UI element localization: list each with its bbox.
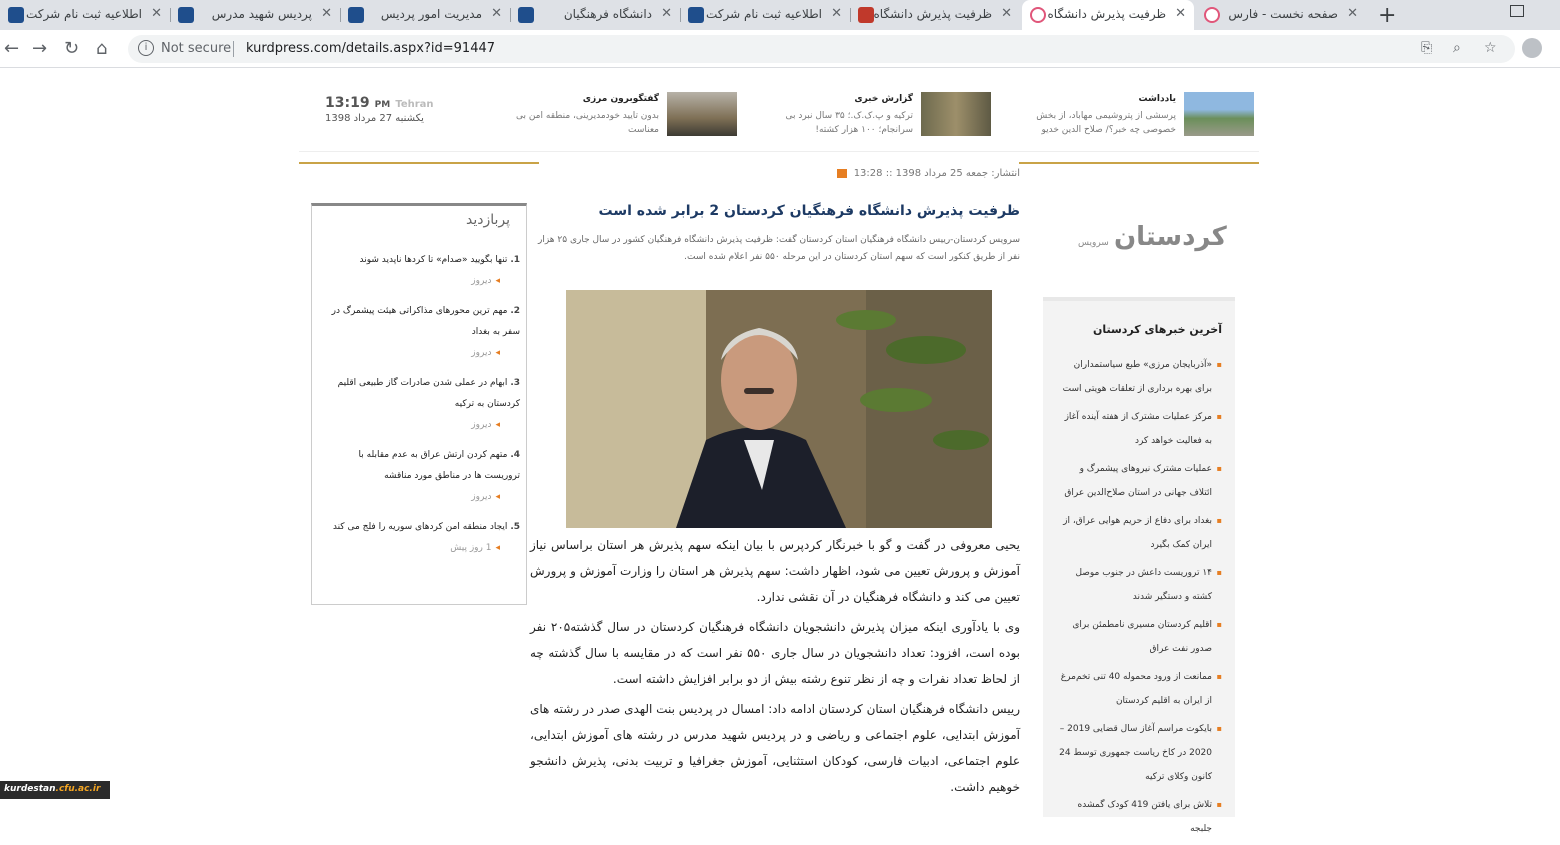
latest-news-item[interactable]: ▪ مرکز عملیات مشترک از هفته آینده آغاز به فعالیت خواهد کرد: [1057, 405, 1222, 453]
article-photo: [566, 290, 992, 528]
brand-name: کردستان: [1113, 222, 1227, 252]
browser-tab[interactable]: [1196, 0, 1366, 30]
arrow-icon: ◂: [495, 492, 500, 502]
clock-ampm: PM: [374, 100, 391, 110]
latest-news-item[interactable]: ▪ بایکوت مراسم آغاز سال قضایی 2019 – 2020 در کاخ ریاست جمهوری توسط 24 کانون وکلای ترکیه: [1057, 717, 1222, 789]
watermark: [0, 781, 110, 799]
browser-toolbar: [0, 30, 1560, 68]
latest-news-item[interactable]: ▪ بغداد برای دفاع از حریم هوایی عراق، از ایران کمک بگیرد: [1057, 509, 1222, 557]
close-icon[interactable]: ✕: [151, 6, 162, 21]
portrait-image: [566, 290, 992, 528]
new-tab-button[interactable]: +: [1378, 3, 1397, 28]
close-icon[interactable]: ✕: [321, 6, 332, 21]
article-paragraph: یحیی معروفی در گفت و گو با خبرنگار کردپرس با بیان اینکه سهم پذیرش هر استان براساس نیاز آموزش و پرورش تعیین می شود، اظهار داشت: سهم پذیرش هر استان را وزارت آموزش و پرورش تعیین می کند و دانشگاه فرهنگیان در آن نقشی ندارد.: [530, 538, 1020, 604]
popular-item-time: دیروز: [471, 492, 492, 502]
popular-item-number: 2.: [510, 306, 520, 316]
popular-item[interactable]: [324, 250, 520, 292]
back-arrow-icon[interactable]: ←: [4, 38, 20, 59]
zoom-icon[interactable]: ⌕: [1453, 40, 1461, 56]
popular-item-text[interactable]: متهم کردن ارتش عراق به عدم مقابله با تروریست ها در مناطق مورد مناقشه: [358, 450, 520, 481]
latest-news-item[interactable]: ▪ «آذربایجان مرزی» طبع سیاستمداران برای بهره برداری از تعلقات هویتی است: [1057, 353, 1222, 401]
popular-panel: [311, 203, 527, 605]
browser-tab-bar: [0, 0, 1560, 30]
kurdpress-icon: [858, 7, 874, 23]
latest-news-title: آخرین خبرهای کردستان: [1092, 323, 1222, 336]
popular-item-text[interactable]: مهم ترین محورهای مذاکراتی هیئت پیشمرگ در سفر به بغداد: [331, 306, 520, 337]
popular-item-text[interactable]: ایجاد منطقه امن کردهای سوریه را فلج می کند: [332, 522, 508, 532]
popular-item-number: 4.: [510, 450, 520, 460]
publish-time: 13:28: [853, 168, 883, 179]
tab-label: ظرفیت پذیرش دانشگاه: [873, 7, 992, 21]
tab-label: مدیریت امور پردیس: [380, 7, 482, 21]
popular-item-time: دیروز: [471, 276, 492, 286]
tab-label: اطلاعیه ثبت نام شرکت: [25, 7, 142, 21]
print-icon[interactable]: [837, 169, 847, 178]
popular-item[interactable]: [324, 445, 520, 508]
feature-thumbnail[interactable]: [667, 92, 737, 136]
browser-tab[interactable]: [680, 0, 850, 30]
header-feature-item[interactable]: [781, 92, 991, 138]
university-logo-icon: [688, 7, 704, 23]
watermark-site: kurdestan: [4, 784, 56, 794]
close-icon[interactable]: ✕: [1175, 6, 1186, 21]
popular-item[interactable]: [324, 301, 520, 364]
not-secure-label[interactable]: Not secure: [161, 41, 232, 56]
header-feature-item[interactable]: [1026, 92, 1254, 138]
header-feature-item[interactable]: [504, 92, 737, 138]
popular-title: پربازدید: [465, 212, 510, 228]
feature-desc[interactable]: پرسشی از پتروشیمی مهاباد، از بخش خصوصی چه خبر؟/ صلاح الدین خدیو: [1036, 111, 1176, 135]
popular-item[interactable]: [324, 517, 520, 559]
article: [530, 166, 1020, 800]
university-logo-icon: [348, 7, 364, 23]
publish-date: انتشار: جمعه 25 مرداد 1398: [895, 168, 1020, 179]
globe-icon: [1204, 7, 1220, 23]
close-icon[interactable]: ✕: [831, 6, 842, 21]
info-icon[interactable]: i: [138, 40, 154, 56]
feature-desc[interactable]: بدون تایید خودمدیرینی، منطقه امن بی معناست: [515, 111, 659, 135]
latest-news-list: [1057, 353, 1222, 845]
popular-item-text[interactable]: ابهام در عملی شدن صادرات گاز طبیعی اقلیم کردستان به ترکیه: [337, 378, 520, 409]
home-icon[interactable]: ⌂: [96, 38, 108, 59]
clock-city: Tehran: [395, 99, 434, 110]
latest-news-item[interactable]: ▪ عملیات مشترک نیروهای پیشمرگ و ائتلاف جهانی در استان صلاح‌الدین عراق: [1057, 457, 1222, 505]
popular-item-time: دیروز: [471, 420, 492, 430]
browser-tab-active[interactable]: [1022, 0, 1194, 30]
clock-time: 13:19: [325, 95, 370, 111]
globe-icon: [1030, 7, 1046, 23]
close-icon[interactable]: ✕: [1347, 6, 1358, 21]
article-paragraph: وی با یادآوری اینکه میزان پذیرش دانشجویان دانشگاه فرهنگیان کردستان در سال گذشته۲۰۵ نفر بوده است، افزود: تعداد دانشجویان در سال جاری ۵۵۰ نفر است که در مقایسه با سال گذشته چه از لحاظ تعداد نفرات و چه از نظر تنوع رشته بیش از دو برابر افزایش داشته است.: [530, 620, 1020, 686]
university-logo-icon: [8, 7, 24, 23]
clock-widget: [325, 92, 434, 124]
popular-item-time: دیروز: [471, 348, 492, 358]
university-logo-icon: [518, 7, 534, 23]
reload-icon[interactable]: ↻: [64, 38, 80, 59]
address-bar[interactable]: [128, 35, 1515, 63]
close-icon[interactable]: ✕: [661, 6, 672, 21]
close-icon[interactable]: ✕: [1001, 6, 1012, 21]
browser-tab[interactable]: [850, 0, 1020, 30]
popular-item-number: 1.: [510, 255, 520, 265]
feature-title[interactable]: گزارش خبری: [854, 94, 913, 104]
latest-news-item[interactable]: ▪ ۱۴ تروریست داعش در جنوب موصل کشته و دستگیر شدند: [1057, 561, 1222, 609]
bookmark-star-icon[interactable]: ☆: [1484, 40, 1497, 56]
latest-news-panel: [1043, 297, 1235, 834]
feature-thumbnail[interactable]: [1184, 92, 1254, 136]
translate-icon[interactable]: ⎘: [1421, 40, 1433, 56]
tab-label: صفحه نخست - فارس: [1228, 7, 1338, 21]
forward-arrow-icon[interactable]: →: [32, 38, 48, 59]
latest-news-item[interactable]: ▪ اقلیم کردستان مسیری نامطمئن برای صدور نفت عراق: [1057, 613, 1222, 661]
url-text[interactable]: kurdpress.com/details.aspx?id=91447: [246, 41, 496, 56]
close-icon[interactable]: ✕: [491, 6, 502, 21]
restore-window-button[interactable]: [1510, 5, 1524, 17]
article-paragraph: رییس دانشگاه فرهنگیان استان کردستان ادامه داد: امسال در پردیس بنت الهدی صدر در رشته های آموزش ابتدایی، علوم اجتماعی و ریاضی و در پردیس شهید مدرس در رشته های آموزش ابتدایی، علوم اجتماعی، ادبیات فارسی، کودکان استثنایی، آموزش جغرافیا و تربیت بدنی، پذیرش دانشجو خوهیم داشت.: [530, 702, 1020, 794]
feature-desc[interactable]: ترکیه و پ.ک.ک.؛ ۳۵ سال نبرد بی سرانجام؛ ۱۰۰ هزار کشته!: [785, 111, 913, 135]
feature-title[interactable]: گفتگوبرون مرزی: [582, 94, 659, 104]
browser-tab[interactable]: [510, 0, 680, 30]
brand-service: سرویس: [1078, 238, 1109, 248]
arrow-icon: ◂: [495, 348, 500, 358]
popular-list: [324, 250, 520, 568]
profile-avatar-icon[interactable]: [1522, 38, 1542, 58]
browser-tab[interactable]: [340, 0, 510, 30]
arrow-icon: ◂: [495, 543, 500, 553]
web-page: [0, 68, 1560, 834]
university-logo-icon: [178, 7, 194, 23]
feature-thumbnail[interactable]: [921, 92, 991, 136]
popular-item-number: 5.: [510, 522, 520, 532]
arrow-icon: ◂: [495, 420, 500, 430]
popular-item-time: 1 روز پیش: [450, 543, 492, 553]
feature-title[interactable]: یادداشت: [1138, 94, 1176, 104]
watermark-domain: .cfu.ac.ir: [55, 784, 101, 794]
article-body: [530, 532, 1020, 800]
latest-news-item[interactable]: ▪ ممانعت از ورود محموله 40 تنی تخم‌مرغ از ایران به اقلیم کردستان: [1057, 665, 1222, 713]
article-title: ظرفیت پذیرش دانشگاه فرهنگیان کردستان 2 برابر شده است: [598, 203, 1020, 219]
tab-label: ظرفیت پذیرش دانشگاه: [1047, 7, 1166, 21]
latest-news-item[interactable]: ▪ تلاش برای یافتن 419 کودک گمشده جلبجه: [1057, 793, 1222, 841]
site-header: [299, 82, 1259, 152]
popular-item-number: 3.: [510, 378, 520, 388]
browser-tab[interactable]: [170, 0, 340, 30]
tab-label: دانشگاه فرهنگیان: [563, 7, 652, 21]
browser-tab[interactable]: [0, 0, 170, 30]
tab-label: پردیس شهید مدرس: [211, 7, 312, 21]
section-brand: [1078, 222, 1227, 252]
article-lead: سرویس کردستان-رییس دانشگاه فرهنگیان استان کردستان گفت: ظرفیت پذیرش دانشگاه فرهنگیان کشور در سال جاری ۲۵ هزار نفر از طریق کنکور است که سهم استان کردستان در این مرحله ۵۵۰ نفر اعلام شده است.: [537, 235, 1020, 262]
popular-item-text[interactable]: تنها بگویید «صدام» تا کردها ناپدید شوند: [359, 255, 508, 265]
publish-info: انتشار: جمعه 25 مرداد 1398 :: 13:28: [530, 166, 1020, 184]
popular-item[interactable]: [324, 373, 520, 436]
tab-label: اطلاعیه ثبت نام شرکت: [705, 7, 822, 21]
clock-date: یکشنبه 27 مرداد 1398: [325, 113, 424, 124]
arrow-icon: ◂: [495, 276, 500, 286]
